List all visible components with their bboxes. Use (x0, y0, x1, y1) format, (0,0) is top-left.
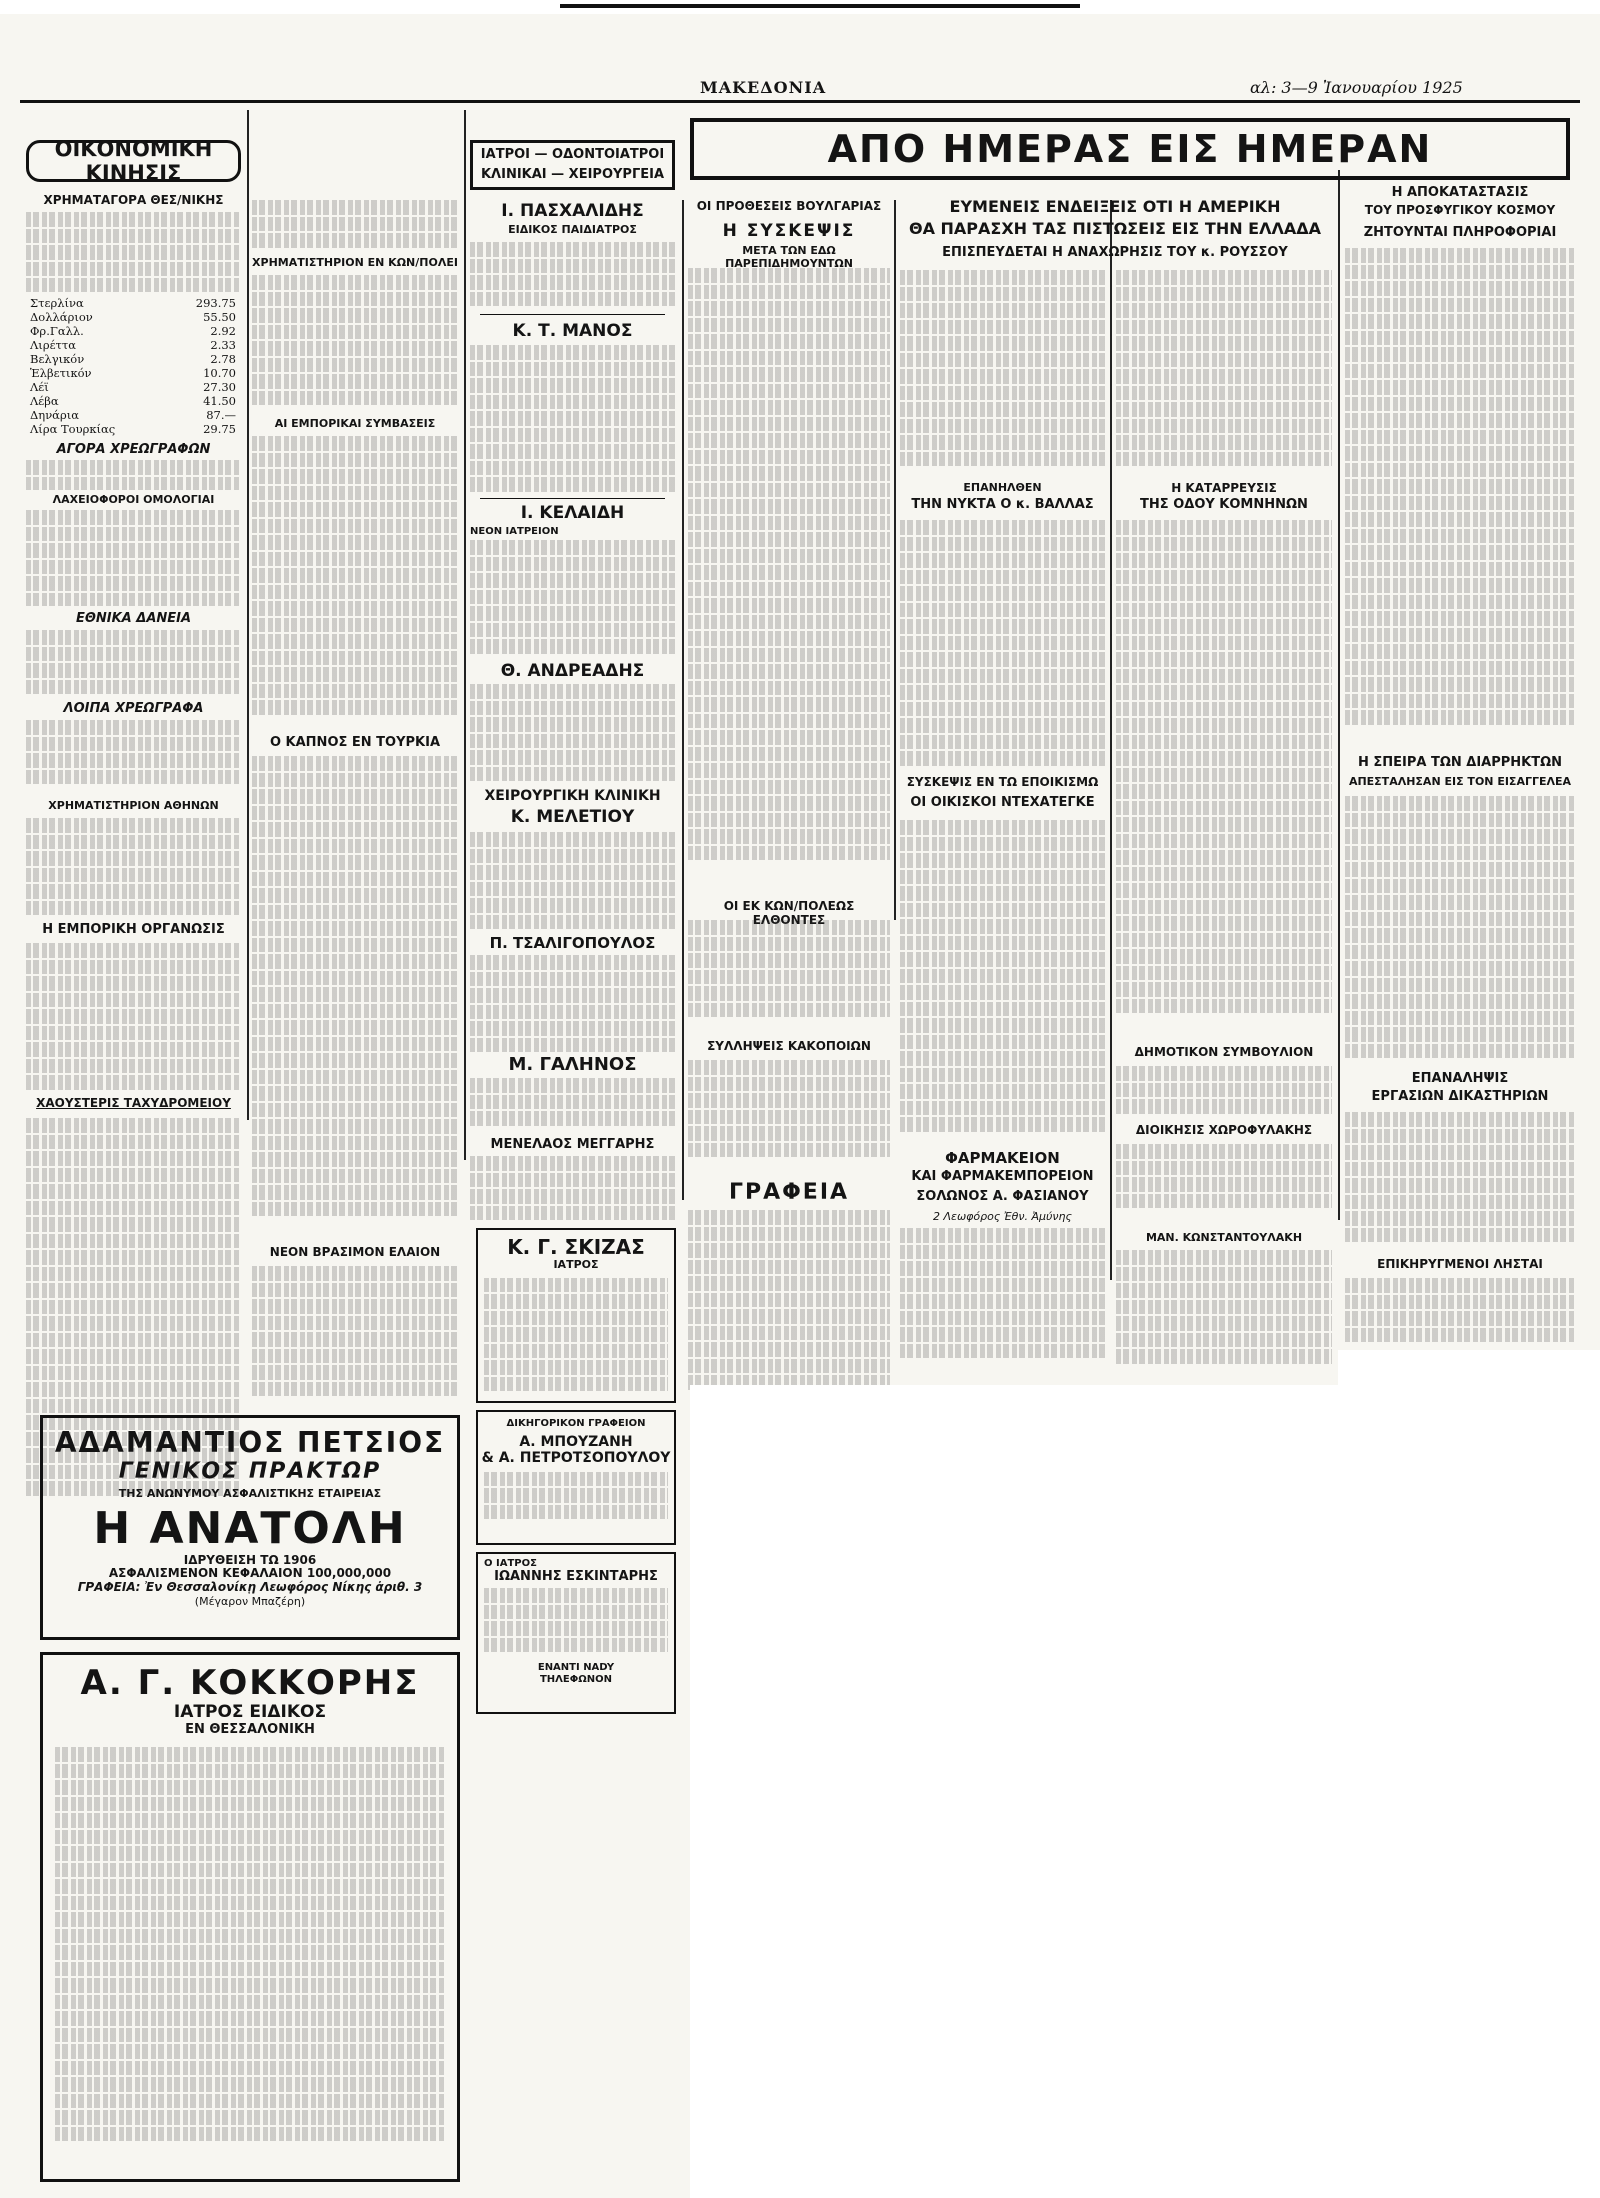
article-body (26, 212, 241, 292)
doctors-box-line1: ΙΑΤΡΟΙ — ΟΔΟΝΤΟΙΑΤΡΟΙ (480, 147, 665, 162)
currency-name: Στερλίνα (30, 296, 84, 310)
article-body (1116, 520, 1332, 1040)
heading-konpolis: ΟΙ ΕΚ ΚΩΝ/ΠΟΛΕΩΣ ΕΛΘΟΝΤΕΣ (723, 899, 855, 927)
doctor-title: ΕΙΔΙΚΟΣ ΠΑΙΔΙΑΤΡΟΣ (508, 223, 637, 236)
top-rule (560, 4, 1080, 8)
article-body (470, 345, 675, 495)
clinic-title: ΧΕΙΡΟΥΡΓΙΚΗ ΚΛΙΝΙΚΗ (484, 788, 661, 804)
doctor-name: Ι. ΠΑΣΧΑΛΙΔΗΣ (501, 201, 644, 221)
heading-xaos: ΧΑΟΥΣΤΕΡΙΣ ΤΑΧΥΔΡΟΜΕΙΟΥ (36, 1096, 231, 1110)
article-body (900, 820, 1105, 1140)
article-body (470, 832, 675, 932)
heading-ameriki-2: ΘΑ ΠΑΡΑΣΧΗ ΤΑΣ ΠΙΣΤΩΣΕΙΣ ΕΙΣ ΤΗΝ ΕΛΛΑΔΑ (908, 219, 1322, 238)
currency-value: 41.50 (203, 394, 236, 408)
heading-konpoli: ΧΡΗΜΑΤΙΣΤΗΡΙΟΝ ΕΝ ΚΩΝ/ΠΟΛΕΙ (252, 256, 458, 269)
ad-divider (480, 498, 665, 499)
article-body (470, 242, 675, 308)
ad-farmakeion: ΦΑΡΜΑΚΕΙΟΝ (945, 1149, 1060, 1167)
article-body (470, 1156, 675, 1226)
doctor-name: Π. ΤΣΑΛΙΓΟΠΟΥΛΟΣ (489, 934, 656, 952)
paper-name: ΜΑΚΕΔΟΝΙΑ (700, 78, 827, 97)
article-body (484, 1278, 668, 1398)
article-body (1116, 270, 1332, 475)
lawyer-name: Α. ΜΠΟΥΖΑΝΗ (519, 1433, 633, 1450)
article-body (26, 818, 241, 918)
torn-page-area (690, 1385, 1600, 2198)
heading-dikastirion-2: ΕΡΓΑΣΙΩΝ ΔΙΚΑΣΤΗΡΙΩΝ (1371, 1089, 1549, 1104)
article-body (470, 540, 675, 658)
heading-ameriki-3: ΕΠΙΣΠΕΥΔΕΤΑΙ Η ΑΝΑΧΩΡΗΣΙΣ ΤΟΥ κ. ΡΟΥΣΣΟΥ (942, 245, 1288, 260)
currency-value: 55.50 (203, 310, 236, 324)
currency-name: Λιρέττα (30, 338, 77, 352)
doctors-box-title (470, 140, 675, 190)
masthead-rule (20, 100, 1580, 103)
article-body (1116, 1250, 1332, 1370)
column-rule (682, 200, 684, 1200)
heading-dexategke: ΟΙ ΟΙΚΙΣΚΟΙ ΝΤΕΧΑΤΕΓΚΕ (910, 795, 1095, 810)
heading-loipa: ΛΟΙΠΑ ΧΡΕΩΓΡΑΦΑ (63, 701, 204, 716)
doctors-box-line2: ΚΛΙΝΙΚΑΙ — ΧΕΙΡΟΥΡΓΕΙΑ (480, 167, 665, 182)
ad-farmakeion-address: 2 Λεωφόρος Ἐθν. Ἀμύνης (933, 1210, 1072, 1223)
heading-epoikismos: ΣΥΣΚΕΨΙΣ ΕΝ ΤΩ ΕΠΟΙΚΙΣΜΩ (906, 775, 1099, 789)
article-body (26, 720, 241, 790)
section-title-economy: ΟΙΚΟΝΟΜΙΚΗ ΚΙΝΗΣΙΣ (26, 140, 241, 182)
article-body (484, 1472, 668, 1522)
article-body (252, 1266, 458, 1406)
doctor-name: Α. Γ. ΚΟΚΚΟΡΗΣ (80, 1663, 420, 1703)
heading-komninon-2: ΤΗΣ ΟΔΟΥ ΚΟΜΝΗΝΩΝ (1140, 497, 1308, 512)
heading-vallas-2: ΤΗΝ ΝΥΚΤΑ Ο κ. ΒΑΛΛΑΣ (911, 497, 1094, 512)
article-body (55, 1747, 445, 2167)
article-body (1116, 1144, 1332, 1224)
currency-row (30, 422, 236, 436)
heading-komninon: Η ΚΑΤΑΡΡΕΥΣΙΣ (1171, 481, 1277, 495)
heading-elaion: ΝΕΟΝ ΒΡΑΣΙΜΟΝ ΕΛΑΙΟΝ (269, 1245, 441, 1259)
doctor-name: ΜΕΝΕΛΑΟΣ ΜΕΓΓΑΡΗΣ (490, 1137, 655, 1152)
heading-kosmou-3: ΖΗΤΟΥΝΤΑΙ ΠΛΗΡΟΦΟΡΙΑΙ (1363, 225, 1557, 240)
article-body (900, 520, 1105, 770)
heading-speira: Η ΣΠΕΙΡΑ ΤΩΝ ΔΙΑΡΡΗΚΤΩΝ (1357, 755, 1563, 770)
article-body (252, 436, 458, 726)
heading-vallas: ΕΠΑΝΗΛΘΕΝ (963, 481, 1042, 494)
article-body (688, 1060, 890, 1170)
article-body (470, 1078, 675, 1138)
doctor-name: ΙΩΑΝΝΗΣ ΕΣΚΙΝΤΑΡΗΣ (494, 1568, 658, 1584)
currency-value: 29.75 (203, 422, 236, 436)
currency-name: Δολλάριον (30, 310, 93, 324)
doctor-name: Κ. ΜΕΛΕΤΙΟΥ (510, 807, 635, 827)
column-rule (1110, 200, 1112, 1280)
ad-farmakeion-2: ΚΑΙ ΦΑΡΜΑΚΕΜΠΟΡΕΙΟΝ (911, 1169, 1094, 1184)
section-banner: ΑΠΟ ΗΜΕΡΑΣ ΕΙΣ ΗΜΕΡΑΝ (690, 118, 1570, 180)
doctor-ad-box (476, 1228, 676, 1403)
currency-name: Δηνάρια (30, 408, 79, 422)
insurance-ad (40, 1415, 460, 1640)
currency-value: 293.75 (195, 296, 236, 310)
column-rule (247, 110, 249, 1120)
heading-speira-2: ΑΠΕΣΤΑΛΗΣΑΝ ΕΙΣ ΤΟΝ ΕΙΣΑΓΓΕΛΕΑ (1348, 775, 1572, 788)
doctor-title: ΙΑΤΡΟΣ ΕΙΔΙΚΟΣ (173, 1702, 327, 1722)
currency-value: 27.30 (203, 380, 236, 394)
company-line: ΤΗΣ ΑΝΩΝΥΜΟΥ ΑΣΦΑΛΙΣΤΙΚΗΣ ΕΤΑΙΡΕΙΑΣ (118, 1487, 382, 1500)
heading-ameriki: ΕΥΜΕΝΕΙΣ ΕΝΔΕΙΞΕΙΣ ΟΤΙ Η ΑΜΕΡΙΚΗ (949, 197, 1281, 216)
article-body (688, 268, 890, 888)
ad-divider (480, 314, 665, 315)
heading-laxeiofora: ΛΑΧΕΙΟΦΟΡΟΙ ΟΜΟΛΟΓΙΑΙ (52, 493, 215, 506)
heading-voulgaria: ΟΙ ΠΡΟΘΕΣΕΙΣ ΒΟΥΛΓΑΡΙΑΣ (696, 199, 882, 213)
currency-row (30, 352, 236, 366)
ad-grafeia-title: ΓΡΑΦΕΙΑ (728, 1180, 850, 1205)
company-name: Η ΑΝΑΤΟΛΗ (93, 1502, 407, 1554)
article-body (252, 275, 458, 415)
heading-voulgaria-main: Η ΣΥΣΚΕΨΙΣ (722, 221, 856, 241)
law-office-title: ΔΙΚΗΓΟΡΙΚΟΝ ΓΡΑΦΕΙΟΝ (506, 1418, 646, 1429)
currency-name: Ἑλβετικόν (30, 366, 92, 380)
article-body (26, 510, 241, 606)
doctor-title: ΙΑΤΡΟΣ (553, 1258, 599, 1271)
heading-dikastirion: ΕΠΑΝΑΛΗΨΙΣ (1411, 1071, 1509, 1086)
heading-kakopoion: ΣΥΛΛΗΨΕΙΣ ΚΑΚΟΠΟΙΩΝ (707, 1039, 871, 1053)
doctor-phone: ΤΗΛΕΦΩΝΟΝ (539, 1673, 612, 1685)
currency-value: 87.— (206, 408, 236, 422)
currency-value: 2.33 (210, 338, 236, 352)
article-body (26, 630, 241, 698)
agent-role: ΓΕΝΙΚΟΣ ΠΡΑΚΤΩΡ (118, 1459, 382, 1484)
heading-kosmou: Η ΑΠΟΚΑΤΑΣΤΑΣΙΣ (1391, 185, 1529, 200)
founded-year: ΙΔΡΥΘΕΙΣΗ ΤΩ 1906 (183, 1552, 317, 1567)
column-rule (464, 110, 466, 1160)
currency-row (30, 310, 236, 324)
article-body (252, 756, 458, 1236)
lawyer-name: & Α. ΠΕΤΡΟΤΣΟΠΟΥΛΟΥ (481, 1449, 671, 1466)
article-body (1345, 1112, 1575, 1252)
article-body (900, 1228, 1105, 1378)
article-body (470, 955, 675, 1055)
heading-athinon: ΧΡΗΜΑΤΙΣΤΗΡΙΟΝ ΑΘΗΝΩΝ (48, 799, 219, 812)
column-rule (1338, 170, 1340, 1220)
heading-voulgaria-sub: ΜΕΤΑ ΤΩΝ ΕΔΩ ΠΑΡΕΠΙΔΗΜΟΥΝΤΩΝ (725, 244, 853, 270)
article-body (688, 920, 890, 1030)
office-address: ΓΡΑΦΕΙΑ: Ἐν Θεσσαλονίκῃ Λεωφόρος Νίκης ἀριθ. 3 (77, 1580, 423, 1595)
article-body (1345, 1278, 1575, 1342)
article-body (688, 1210, 890, 1400)
doctor-name: Κ. Γ. ΣΚΙΖΑΣ (507, 1235, 645, 1259)
article-body (26, 943, 241, 1093)
heading-agora: ΑΓΟΡΑ ΧΡΕΩΓΡΑΦΩΝ (56, 442, 211, 457)
heading-kosmou-2: ΤΟΥ ΠΡΟΣΦΥΓΙΚΟΥ ΚΟΣΜΟΥ (1364, 203, 1556, 217)
currency-row (30, 380, 236, 394)
scan-top-edge (0, 0, 1600, 14)
doctor-ad-kokkoris (40, 1652, 460, 2182)
article-body (252, 200, 458, 252)
currency-table (30, 296, 236, 436)
currency-row (30, 408, 236, 422)
torn-page-area (1338, 1350, 1600, 1390)
heading-listai: ΕΠΙΚΗΡΥΓΜΕΝΟΙ ΛΗΣΤΑΙ (1377, 1257, 1543, 1271)
currency-value: 10.70 (203, 366, 236, 380)
office-building: (Μέγαρον Μπαζέρη) (194, 1595, 306, 1609)
ad-farmakeion-3: ΣΟΛΩΝΟΣ Α. ΦΑΣΙΑΝΟΥ (916, 1189, 1089, 1204)
article-body (470, 684, 675, 784)
heading-symvaseis: ΑΙ ΕΜΠΟΡΙΚΑΙ ΣΥΜΒΑΣΕΙΣ (274, 417, 436, 430)
heading-ethnika: ΕΘΝΙΚΑ ΔΑΝΕΙΑ (75, 611, 192, 626)
currency-row (30, 338, 236, 352)
doctor-name: Κ. Τ. ΜΑΝΟΣ (512, 321, 633, 341)
currency-value: 2.78 (210, 352, 236, 366)
doctor-ad-box (476, 1552, 676, 1714)
issue-date: αλ: 3—9 Ἰανουαρίου 1925 (1250, 78, 1463, 97)
column-rule (894, 200, 896, 920)
doctor-name: Μ. ΓΑΛΗΝΟΣ (508, 1054, 637, 1075)
currency-name: Λέϊ (30, 380, 49, 394)
currency-row (30, 324, 236, 338)
heading-xrimatagora: ΧΡΗΜΑΤΑΓΟΡΑ ΘΕΣ/ΝΙΚΗΣ (43, 193, 224, 207)
insured-capital: ΑΣΦΑΛΙΣΜΕΝΟΝ ΚΕΦΑΛΑΙΟΝ 100,000,000 (108, 1566, 392, 1581)
doctor-subtitle: ΝΕΟΝ ΙΑΤΡΕΙΟΝ (470, 526, 559, 537)
heading-kapnos: Ο ΚΑΠΝΟΣ ΕΝ ΤΟΥΡΚΙΑ (269, 735, 441, 750)
article-body (1116, 1066, 1332, 1120)
currency-name: Βελγικόν (30, 352, 85, 366)
currency-value: 2.92 (210, 324, 236, 338)
doctor-address: ΕΝΑΝΤΙ NADY (537, 1662, 615, 1674)
article-body (1345, 796, 1575, 1066)
article-body (484, 1588, 668, 1658)
doctor-name: Θ. ΑΝΔΡΕΑΔΗΣ (500, 661, 645, 681)
currency-name: Λίρα Τουρκίας (30, 422, 116, 436)
doctor-name: Ι. ΚΕΛΑΙΔΗ (520, 503, 625, 523)
doctor-city: ΕΝ ΘΕΣΣΑΛΟΝΙΚΗ (185, 1721, 315, 1737)
heading-xorofylakis: ΔΙΟΙΚΗΣΙΣ ΧΩΡΟΦΥΛΑΚΗΣ (1135, 1123, 1313, 1137)
heading-emporiki: Η ΕΜΠΟΡΙΚΗ ΟΡΓΑΝΩΣΙΣ (42, 922, 225, 937)
currency-name: Λέβα (30, 394, 59, 408)
currency-name: Φρ.Γαλλ. (30, 324, 84, 338)
law-office-ad-box (476, 1410, 676, 1545)
currency-row (30, 366, 236, 380)
currency-row (30, 296, 236, 310)
doctor-prefix: Ο ΙΑΤΡΟΣ (484, 1558, 537, 1569)
heading-dimotikon: ΔΗΜΟΤΙΚΟΝ ΣΥΜΒΟΥΛΙΟΝ (1134, 1045, 1314, 1059)
article-body (1345, 248, 1575, 748)
agent-name: ΑΔΑΜΑΝΤΙΟΣ ΠΕΤΣΙΟΣ (54, 1426, 446, 1459)
article-body (900, 270, 1105, 475)
currency-row (30, 394, 236, 408)
article-body (26, 460, 241, 490)
ad-konstantoulaki: ΜΑΝ. ΚΩΝΣΤΑΝΤΟΥΛΑΚΗ (1145, 1231, 1303, 1244)
